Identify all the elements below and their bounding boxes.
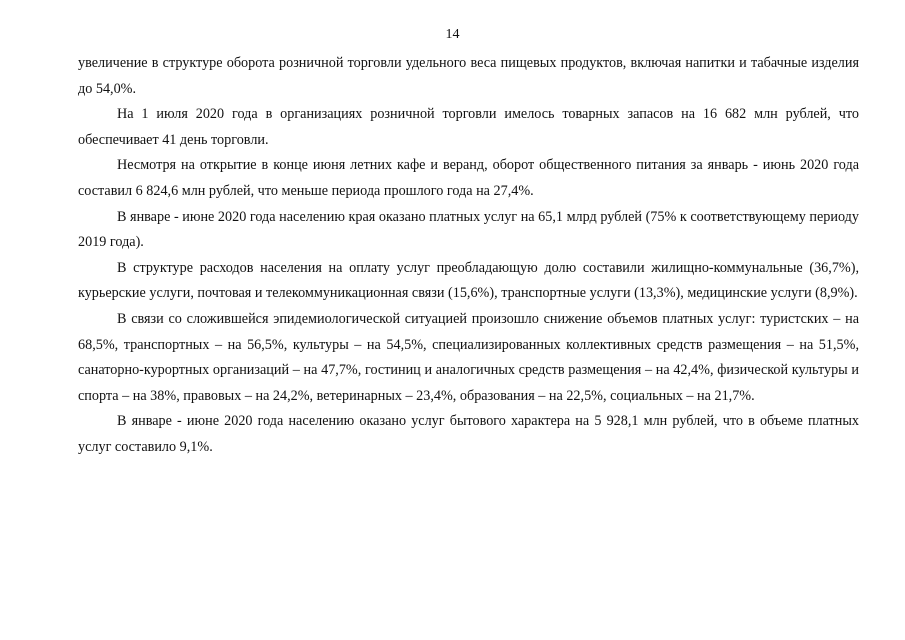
document-body bbox=[78, 51, 859, 461]
paragraph-catering: Несмотря на открытие в конце июня летних кафе и веранд, оборот общественного питания за январь - июнь 2020 года составил 6 824,6 млн рублей, что меньше периода прошлого года на 27,4%. bbox=[78, 157, 859, 199]
paragraph-paid-services: В январе - июне 2020 года населению края оказано платных услуг на 65,1 млрд рублей (75% к соответствующему периоду 2019 года). bbox=[78, 208, 859, 251]
paragraph-retail-structure: увеличение в структуре оборота розничной торговли удельного веса пищевых продуктов, включая напитки и табачные изделия до 54,0%. bbox=[78, 55, 859, 97]
paragraph-services-decline: В связи со сложившейся эпидемиологической ситуацией произошло снижение объемов платных услуг: туристских – на 68,5%, транспортных – на 56,5%, культуры – на 54,5%, специализированных коллективных средств размещения – на 51,5%, санаторно-курортных организаций – на 47,7%, гостиниц и аналогичных средств размещения – на 42,4%, физической культуры и спорта – на 38%, правовых – на 24,2%, ветеринарных – 23,4%, образования – на 22,5%, социальных – на 21,7%. bbox=[78, 310, 859, 404]
paragraph-retail-stock: На 1 июля 2020 года в организациях розничной торговли имелось товарных запасов на 16 682 млн рублей, что обеспечивает 41 день торговли. bbox=[78, 106, 859, 148]
page-number: 14 bbox=[445, 27, 460, 42]
paragraph-household-services: В январе - июне 2020 года населению оказано услуг бытового характера на 5 928,1 млн рублей, что в объеме платных услуг составило 9,1%. bbox=[78, 413, 859, 455]
paragraph-expense-structure: В структуре расходов населения на оплату услуг преобладающую долю составили жилищно-коммунальные (36,7%), курьерские услуги, почтовая и телекоммуникационная связи (15,6%), транспортные услуги (13,3%), медицинские услуги (8,9%). bbox=[78, 259, 859, 302]
